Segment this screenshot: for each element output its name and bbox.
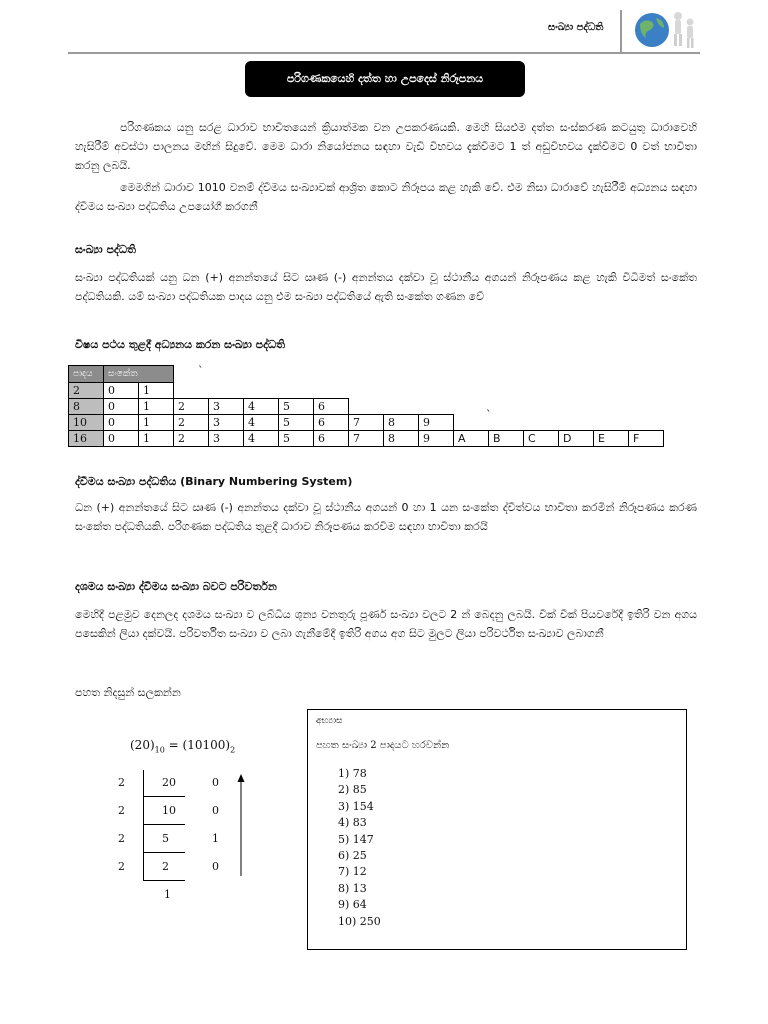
header-divider (68, 52, 700, 54)
number-systems-paragraph: සංඛ්‍යා පද්ධතියක් යනු ධන (+) අනන්තයේ සිට ඍණ (-) අනන්තය දක්වා වූ ස්ථානීය අගයන් නිරූපණය කළ හැකි විධිමත් සංකේත පද්ධතියකි. යම් සංඛ්‍යා පද්ධතියක පාදය යනු එම සංඛ්‍යා පද්ධතියේ ඇති සංකේත ගණන වේ (75, 271, 697, 303)
table-row (69, 399, 664, 415)
section-heading-number-systems: සංඛ්‍යා පද්ධති (75, 243, 136, 256)
exercise-item: 5) 147 (338, 832, 374, 846)
table-symbol-cell: 0 (104, 415, 139, 431)
binary-paragraph: ධන (+) අනන්තයේ සිට ඍණ (-) අනන්තය දක්වා වූ ස්ථානීය අගයන් 0 හා 1 යන සංකේත ද්වීත්වය භාවිතා කරමින් නිරූපණය කරණ සංකේත පද්ධතියකි. පරිගණක පද්ධතිය තුළදී ධාරාව නිරූපණය කරවීම සඳහා භාවිතා කරයි (75, 501, 697, 533)
table-symbol-cell: 2 (174, 399, 209, 415)
table-symbol-cell: A (454, 431, 489, 447)
table-symbol-cell: 1 (139, 399, 174, 415)
table-symbol-cell: 9 (419, 415, 454, 431)
division-underline (143, 880, 185, 881)
example-label: පහත නිදසුන් සලකන්න (75, 686, 181, 699)
table-symbol-cell: 0 (104, 431, 139, 447)
exercise-instruction: පහත සංඛ්‍යා 2 පාදයට හරවන්න (316, 740, 450, 751)
formula-equals: = (164, 738, 183, 752)
table-symbol-cell: D (559, 431, 594, 447)
division-value: 5 (162, 832, 169, 845)
division-remainder: 1 (212, 832, 219, 845)
division-value: 10 (162, 804, 176, 817)
formula-rhs-base: 2 (230, 745, 236, 755)
table-symbol-cell: 2 (174, 431, 209, 447)
table-symbol-cell: 6 (314, 431, 349, 447)
table-symbol-cell: 8 (384, 415, 419, 431)
table-row (69, 415, 664, 431)
table-symbol-cell: 0 (104, 383, 139, 399)
intro-paragraph-1: පරිගණකය යනු සරළ ධාරාව භාවිතයෙන් ක්‍රියාත්මක වන උපකරණයකි. මෙහි සියළුම දත්ත සංස්කරණ කටයුතු ධාරාවෙහි හැසිරීම් අවස්ථා පාලනය මඟින් සිදුවේ. මෙම ධාරා නියෝජනය සඳහා වැඩි විභවය දැක්වීමට 1 ත් අඩුවිභවය දැක්වීමට 0 වත් භාවිතා කරනු ලබයි. (75, 121, 697, 172)
intro-paragraph-2: මෙමගින් ධාරාව 1010 වනම් ද්වීමය සංඛ්‍යාවක් ආශ්‍රිත කොට නිරූපය කළ හැකි වේ. එම නිසා ධාරාවේ හැසිරීම් අධ්‍යනය සඳහා ද්වීමය සංඛ්‍යා පද්ධතිය උපයෝගී කරගනී (75, 181, 697, 213)
table-heading: විෂය පථය තුළදී අධ්‍යනය කරන සංඛ්‍යා පද්ධති (75, 338, 286, 351)
exercise-item: 4) 83 (338, 816, 367, 830)
conversion-paragraph: මෙහිදී පළමුව දෙනලද දශමය සංඛ්‍යා ව ලබ්ධිය ශුන්‍ය වනතුරු පූර්ණ සංඛ්‍යා වලට 2 න් බෙදනු ලබයි. වීක් වීක් පියවරේදී ඉතිරි වන අගය පසෙකින් ලියා දක්වයි. පරිවර්තිත සංඛ්‍යා ව ලබා ගැනීමේදී ඉතිරි අගය අග සිට මුලට ලියා පරිවර්ථිත සංඛ්‍යාව ලබාගනී (75, 608, 697, 640)
table-symbol-cell: 3 (209, 415, 244, 431)
table-base-cell: 10 (69, 415, 104, 431)
exercise-item: 3) 154 (338, 799, 374, 813)
table-symbol-cell: 5 (279, 399, 314, 415)
table-row (69, 431, 664, 447)
table-symbol-cell: F (629, 431, 664, 447)
division-divisor: 2 (118, 832, 125, 845)
table-symbol-cell: 4 (244, 399, 279, 415)
exercise-item: 10) 250 (338, 914, 381, 928)
number-systems-table (68, 365, 664, 447)
division-remainder: 0 (212, 776, 219, 789)
table-symbol-cell: 3 (209, 431, 244, 447)
division-underline (143, 796, 185, 797)
division-remainder: 0 (212, 804, 219, 817)
exercise-list (338, 766, 381, 930)
header-title: සංඛ්‍යා පද්ධති (548, 22, 604, 33)
conversion-heading: දශමය සංඛ්‍යා ද්වීමය සංඛ්‍යා බවට පරිවර්තන (75, 580, 277, 593)
formula-rhs: (10100) (182, 738, 231, 752)
table-symbol-cell: 1 (139, 415, 174, 431)
table-symbol-cell: 8 (384, 431, 419, 447)
col-symbols-header: සංකේත (104, 366, 174, 383)
division-divisor: 2 (118, 804, 125, 817)
exercise-item: 1) 78 (338, 767, 367, 780)
table-base-cell: 16 (69, 431, 104, 447)
table-base-cell: 8 (69, 399, 104, 415)
exercise-title: අභ්‍යාස (316, 716, 343, 726)
col-base-header: පාදය (69, 366, 104, 383)
table-header-row (69, 366, 664, 383)
exercise-box (307, 709, 687, 950)
exercise-item: 7) 12 (338, 865, 367, 879)
header-vertical-divider (620, 10, 622, 52)
table-symbol-cell: 7 (349, 415, 384, 431)
binary-heading: ද්වීමය සංඛ්‍යා පද්ධතිය (Binary Numbering System) (75, 475, 353, 488)
globe-people-logo (628, 8, 698, 52)
table-row (69, 383, 664, 399)
division-remainder: 0 (212, 860, 219, 873)
table-base-cell: 2 (69, 383, 104, 399)
division-divisor: 2 (118, 776, 125, 789)
exercise-item: 8) 13 (338, 881, 367, 895)
table-symbol-cell: 1 (139, 431, 174, 447)
conversion-formula (130, 738, 235, 754)
formula-lhs-base: 10 (154, 745, 165, 755)
table-symbol-cell: 2 (174, 415, 209, 431)
formula-lhs: (20) (130, 738, 155, 752)
division-underline (143, 824, 185, 825)
table-symbol-cell: 4 (244, 415, 279, 431)
table-symbol-cell: 6 (314, 415, 349, 431)
table-symbol-cell: 6 (314, 399, 349, 415)
table-symbol-cell: 1 (139, 383, 174, 399)
table-symbol-cell: 5 (279, 431, 314, 447)
table-symbol-cell: 9 (419, 431, 454, 447)
division-final-quotient: 1 (164, 888, 171, 901)
exercise-item: 2) 85 (338, 783, 367, 797)
table-symbol-cell: C (524, 431, 559, 447)
table-tick-mark: ` (198, 364, 204, 377)
division-underline (143, 852, 185, 853)
page-title: පරිගණකයෙහි දත්ත හා උපදෙස් නිරූපනය (245, 61, 525, 97)
table-tick-mark: ` (486, 408, 492, 421)
table-symbol-cell: E (594, 431, 629, 447)
exercise-item: 9) 64 (338, 898, 367, 912)
table-symbol-cell: 7 (349, 431, 384, 447)
division-vertical-line (143, 770, 144, 880)
table-symbol-cell: B (489, 431, 524, 447)
table-symbol-cell: 4 (244, 431, 279, 447)
division-value: 2 (162, 860, 169, 873)
table-symbol-cell: 3 (209, 399, 244, 415)
table-symbol-cell: 0 (104, 399, 139, 415)
division-value: 20 (162, 776, 176, 789)
arrow-up-icon (236, 774, 246, 876)
exercise-item: 6) 25 (338, 849, 367, 863)
division-divisor: 2 (118, 860, 125, 873)
table-symbol-cell: 5 (279, 415, 314, 431)
